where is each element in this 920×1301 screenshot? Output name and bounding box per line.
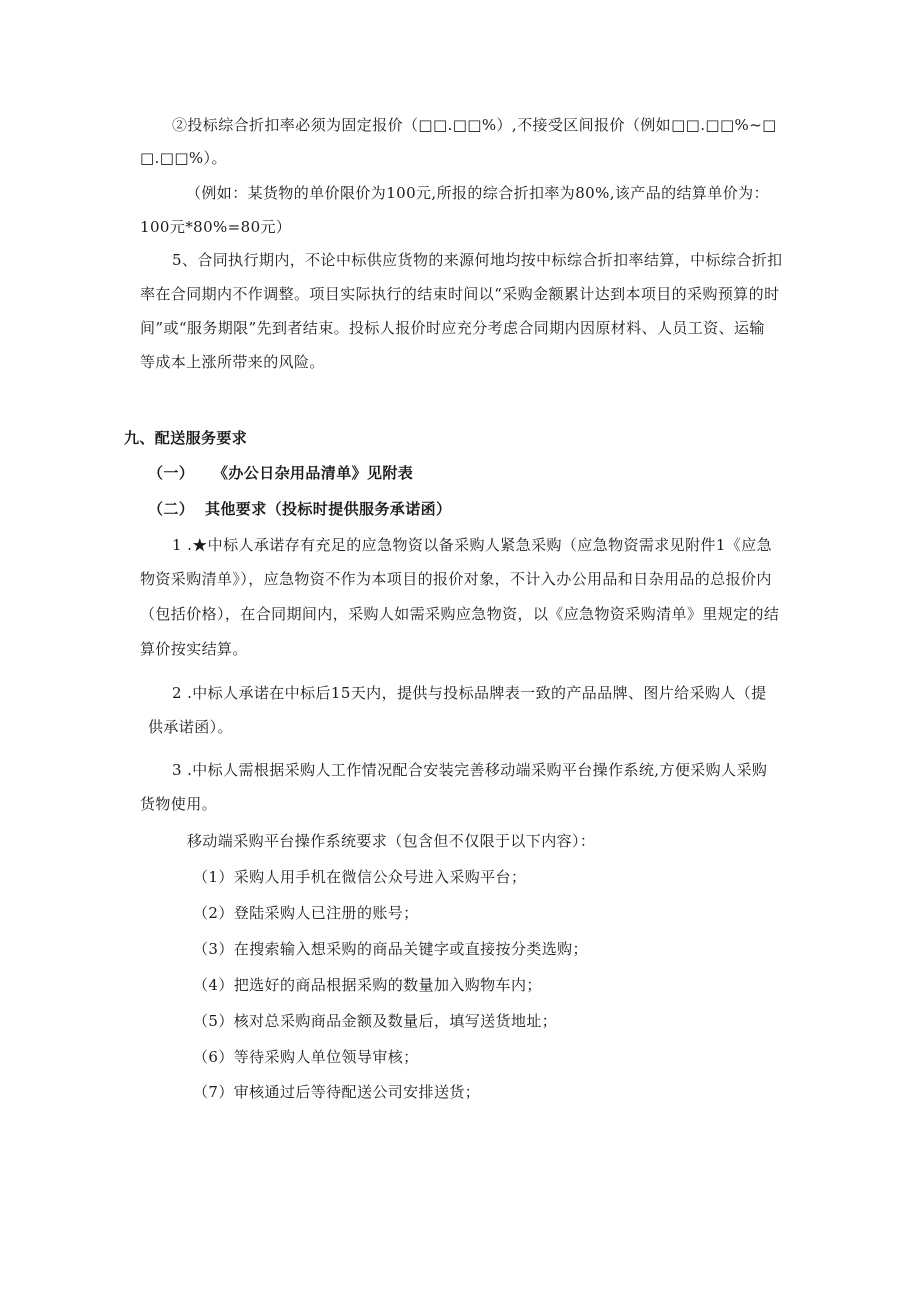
req3-line1: 3 .中标人需根据采购人工作情况配合安装完善移动端采购平台操作系统,方便采购人采购	[172, 761, 768, 779]
step-item: （2）登陆采购人已注册的账号；	[193, 904, 419, 922]
example-line2: 100元*80%=80元）	[140, 218, 292, 236]
mobile-intro: 移动端采购平台操作系统要求（包含但不仅限于以下内容）：	[187, 832, 596, 850]
section-heading: 九、配送服务要求	[124, 429, 248, 447]
subsection2-number: （二）	[148, 500, 195, 518]
item5-line3: 间”或“服务期限”先到者结束。投标人报价时应充分考虑合同期内因原材料、人员工资、运输	[140, 319, 765, 337]
req2-line2: 供承诺函）。	[148, 718, 233, 736]
step-item: （4）把选好的商品根据采购的数量加入购物车内；	[193, 976, 542, 994]
item5-line2: 率在合同期内不作调整。项目实际执行的结束时间以“采购金额累计达到本项目的采购预算的时	[140, 285, 780, 303]
example-line1: （例如：某货物的单价限价为100元,所报的综合折扣率为80%,该产品的结算单价为：	[186, 184, 769, 202]
req1-line3: （包括价格），在合同期间内，采购人如需采购应急物资，以《应急物资采购清单》里规定的结	[140, 605, 780, 623]
item5-line4: 等成本上涨所带来的风险。	[140, 353, 325, 371]
item5-line1: 5、合同执行期内，不论中标供应货物的来源何地均按中标综合折扣率结算，中标综合折扣	[172, 251, 783, 269]
para2-line2: □.□□%）。	[140, 149, 227, 167]
step-item: （1）采购人用手机在微信公众号进入采购平台；	[193, 868, 527, 886]
subsection1-title: 《办公日杂用品清单》见附表	[213, 464, 414, 482]
step-item: （6）等待采购人单位领导审核；	[193, 1048, 419, 1066]
para2-line1: ②投标综合折扣率必须为固定报价（□□.□□%）,不接受区间报价（例如□□.□□%~□	[172, 116, 777, 134]
step-item: （5）核对总采购商品金额及数量后，填写送货地址；	[193, 1012, 558, 1030]
subsection2-title: 其他要求（投标时提供服务承诺函）	[205, 500, 452, 518]
req2-line1: 2 .中标人承诺在中标后15天内，提供与投标品牌表一致的产品品牌、图片给采购人（提	[172, 684, 767, 702]
req1-line1: 1 .★中标人承诺存有充足的应急物资以备采购人紧急采购（应急物资需求见附件1《应急	[172, 536, 773, 554]
req3-line2: 货物使用。	[140, 795, 218, 813]
step-item: （3）在搜索输入想采购的商品关键字或直接按分类选购；	[193, 940, 588, 958]
req1-line4: 算价按实结算。	[140, 640, 248, 658]
req1-line2: 物资采购清单》），应急物资不作为本项目的报价对象，不计入办公用品和日杂用品的总报价内	[140, 570, 772, 588]
step-item: （7）审核通过后等待配送公司安排送货；	[193, 1083, 481, 1101]
subsection1-number: （一）	[148, 464, 195, 482]
